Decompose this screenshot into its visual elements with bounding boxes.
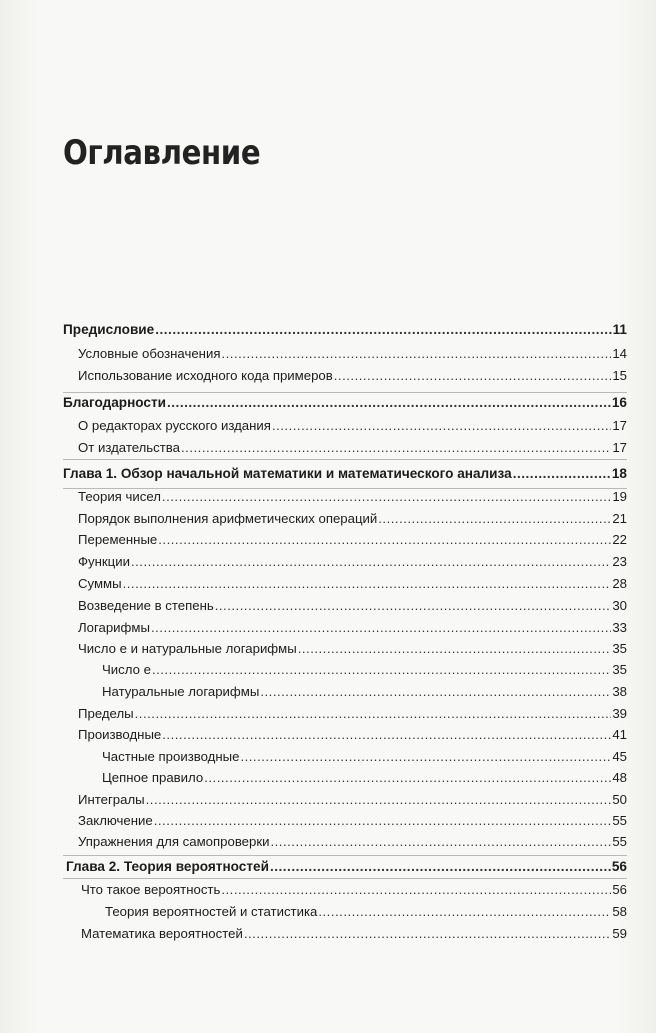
toc-page-number: 39: [612, 706, 627, 721]
toc-entry-label: Глава 2. Теория вероятностей: [66, 859, 269, 874]
toc-page-number: 30: [612, 598, 627, 613]
toc-page-number: 45: [612, 749, 627, 764]
toc-entry-label: О редакторах русского издания: [78, 418, 271, 433]
toc-entry-label: Интегралы: [78, 792, 145, 807]
toc-entry-label: Число e и натуральные логарифмы: [78, 641, 297, 656]
dot-leader: [221, 880, 611, 900]
dot-leader: [272, 416, 611, 436]
dot-leader: [152, 660, 611, 680]
toc-page-number: 56: [612, 882, 627, 897]
toc-entry[interactable]: [78, 344, 627, 364]
toc-entry-label: Пределы: [78, 706, 134, 721]
toc-entry-label: Что такое вероятность: [81, 882, 221, 897]
toc-entry-label: Теория чисел: [78, 489, 161, 504]
dot-leader: [260, 682, 611, 702]
dot-leader: [146, 790, 612, 810]
dot-leader: [135, 704, 612, 724]
toc-entry-label: Теория вероятностей и статистика: [105, 904, 318, 919]
dot-leader: [378, 509, 611, 529]
dot-leader: [318, 902, 611, 922]
dot-leader: [513, 464, 611, 484]
toc-entry-label: Условные обозначения: [78, 346, 221, 361]
toc-page-number: 38: [612, 684, 627, 699]
toc-entry-label: Благодарности: [63, 395, 166, 410]
toc-entry[interactable]: [78, 725, 627, 745]
toc-entry[interactable]: [78, 552, 627, 572]
dot-leader: [334, 366, 612, 386]
toc-entry-label: Заключение: [78, 813, 153, 828]
toc-entry-label: Упражнения для самопроверки: [78, 834, 270, 849]
toc-entry-chapter[interactable]: [66, 857, 627, 877]
toc-entry[interactable]: [78, 530, 627, 550]
toc-entry[interactable]: [78, 639, 627, 659]
toc-entry-label: Функции: [78, 554, 130, 569]
toc-entry-label: Переменные: [78, 532, 158, 547]
toc-page-number: 21: [612, 511, 627, 526]
toc-page-number: 59: [612, 926, 627, 941]
toc-page-number: 58: [612, 904, 627, 919]
toc-page-number: 56: [611, 859, 627, 874]
toc-entry-label: Возведение в степень: [78, 598, 214, 613]
dot-leader: [240, 747, 611, 767]
toc-entry-label: Частные производные: [102, 749, 240, 764]
toc-entry[interactable]: [78, 366, 627, 386]
toc-entry[interactable]: [78, 509, 627, 529]
toc-entry[interactable]: [78, 574, 627, 594]
section-divider: [63, 855, 627, 856]
page-title: Оглавление: [63, 133, 261, 173]
toc-page-number: 28: [612, 576, 627, 591]
dot-leader: [244, 924, 612, 944]
toc-page-number: 55: [612, 834, 627, 849]
toc-entry-chapter[interactable]: [63, 320, 627, 340]
toc-page-number: 33: [612, 620, 627, 635]
toc-entry[interactable]: [78, 790, 627, 810]
toc-page-number: 14: [612, 346, 627, 361]
toc-entry-chapter[interactable]: [63, 393, 627, 413]
toc-page-number: 15: [612, 368, 627, 383]
dot-leader: [162, 487, 611, 507]
toc-entry-label: Производные: [78, 727, 162, 742]
toc-entry-sub[interactable]: [102, 682, 627, 702]
toc-entry[interactable]: [78, 832, 627, 852]
toc-page-number: 17: [612, 440, 627, 455]
dot-leader: [204, 768, 611, 788]
toc-entry[interactable]: [81, 880, 627, 900]
toc-entry[interactable]: [78, 618, 627, 638]
toc-page-number: 17: [612, 418, 627, 433]
section-divider: [63, 878, 627, 879]
toc-entry-label: Суммы: [78, 576, 122, 591]
toc-entry-label: От издательства: [78, 440, 181, 455]
toc-entry-sub[interactable]: [102, 747, 627, 767]
section-divider: [63, 459, 627, 460]
dot-leader: [155, 320, 611, 340]
toc-entry-label: Математика вероятностей: [81, 926, 243, 941]
dot-leader: [131, 552, 611, 572]
toc-entry-label: Натуральные логарифмы: [102, 684, 260, 699]
toc-page-number: 50: [612, 792, 627, 807]
dot-leader: [151, 618, 611, 638]
dot-leader: [270, 832, 611, 852]
toc-entry-label: Число e: [102, 662, 151, 677]
toc-entry-sub[interactable]: [105, 902, 627, 922]
toc-entry[interactable]: [78, 811, 627, 831]
dot-leader: [154, 811, 612, 831]
toc-page-number: 35: [612, 662, 627, 677]
toc-entry-label: Порядок выполнения арифметических операций: [78, 511, 378, 526]
toc-page-number: 41: [612, 727, 627, 742]
toc-entry-sub[interactable]: [102, 660, 627, 680]
toc-page-number: 16: [611, 395, 627, 410]
dot-leader: [158, 530, 611, 550]
toc-page-number: 18: [611, 466, 627, 481]
dot-leader: [215, 596, 612, 616]
toc-entry-label: Глава 1. Обзор начальной математики и математического анализа: [63, 466, 512, 481]
toc-entry[interactable]: [78, 438, 627, 458]
toc-entry[interactable]: [78, 704, 627, 724]
toc-page-number: 48: [612, 770, 627, 785]
dot-leader: [162, 725, 611, 745]
toc-entry[interactable]: [78, 416, 627, 436]
toc-page-number: 22: [612, 532, 627, 547]
toc-entry-label: Использование исходного кода примеров: [78, 368, 333, 383]
toc-page-number: 23: [612, 554, 627, 569]
dot-leader: [298, 639, 612, 659]
toc-entry[interactable]: [78, 596, 627, 616]
toc-entry-sub[interactable]: [102, 768, 627, 788]
dot-leader: [221, 344, 611, 364]
toc-entry[interactable]: [81, 924, 627, 944]
dot-leader: [181, 438, 611, 458]
dot-leader: [270, 857, 611, 877]
toc-page-number: 35: [612, 641, 627, 656]
toc-entry[interactable]: [78, 487, 627, 507]
toc-entry-label: Цепное правило: [102, 770, 204, 785]
toc-entry-label: Предисловие: [63, 322, 155, 337]
toc-entry-chapter[interactable]: [63, 464, 627, 484]
toc-page-number: 55: [612, 813, 627, 828]
dot-leader: [167, 393, 611, 413]
dot-leader: [123, 574, 612, 594]
toc-page-number: 11: [612, 322, 627, 337]
toc-entry-label: Логарифмы: [78, 620, 150, 635]
toc-page-number: 19: [612, 489, 627, 504]
